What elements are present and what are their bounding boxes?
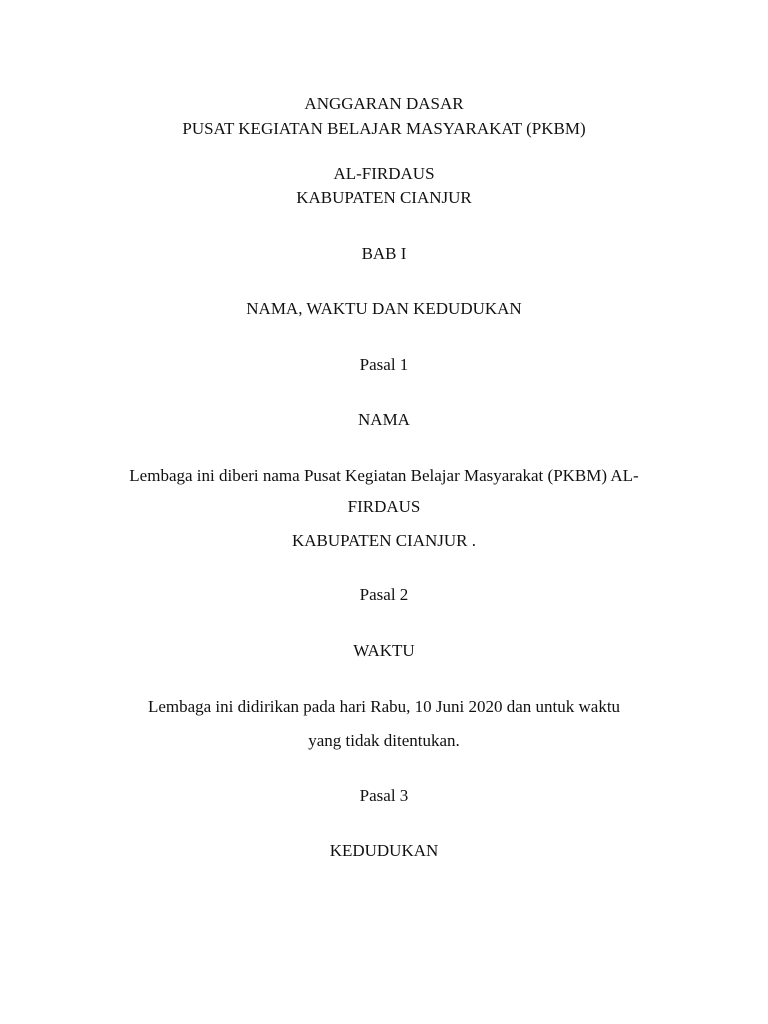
article-1-body-line-2: FIRDAUS xyxy=(347,497,421,516)
chapter-number: BAB I xyxy=(361,244,407,263)
org-region: KABUPATEN CIANJUR xyxy=(296,188,472,207)
article-2-body-line-2: yang tidak ditentukan. xyxy=(308,731,460,750)
article-2-heading: WAKTU xyxy=(353,641,415,660)
article-2-number: Pasal 2 xyxy=(359,585,409,604)
article-3-number: Pasal 3 xyxy=(359,786,409,805)
org-name: AL-FIRDAUS xyxy=(333,164,435,183)
chapter-title: NAMA, WAKTU DAN KEDUDUKAN xyxy=(246,299,522,318)
article-1-heading: NAMA xyxy=(358,410,410,429)
title-line-2: PUSAT KEGIATAN BELAJAR MASYARAKAT (PKBM) xyxy=(182,119,586,138)
title-line-1: ANGGARAN DASAR xyxy=(304,94,464,113)
article-2-body-line-1: Lembaga ini didirikan pada hari Rabu, 10 Juni 2020 dan untuk waktu xyxy=(147,697,621,716)
article-3-heading: KEDUDUKAN xyxy=(329,841,439,860)
article-1-body-line-1: Lembaga ini diberi nama Pusat Kegiatan Belajar Masyarakat (PKBM) AL- xyxy=(129,466,639,485)
article-1-body-line-3: KABUPATEN CIANJUR . xyxy=(291,531,477,550)
article-1-number: Pasal 1 xyxy=(359,355,409,374)
